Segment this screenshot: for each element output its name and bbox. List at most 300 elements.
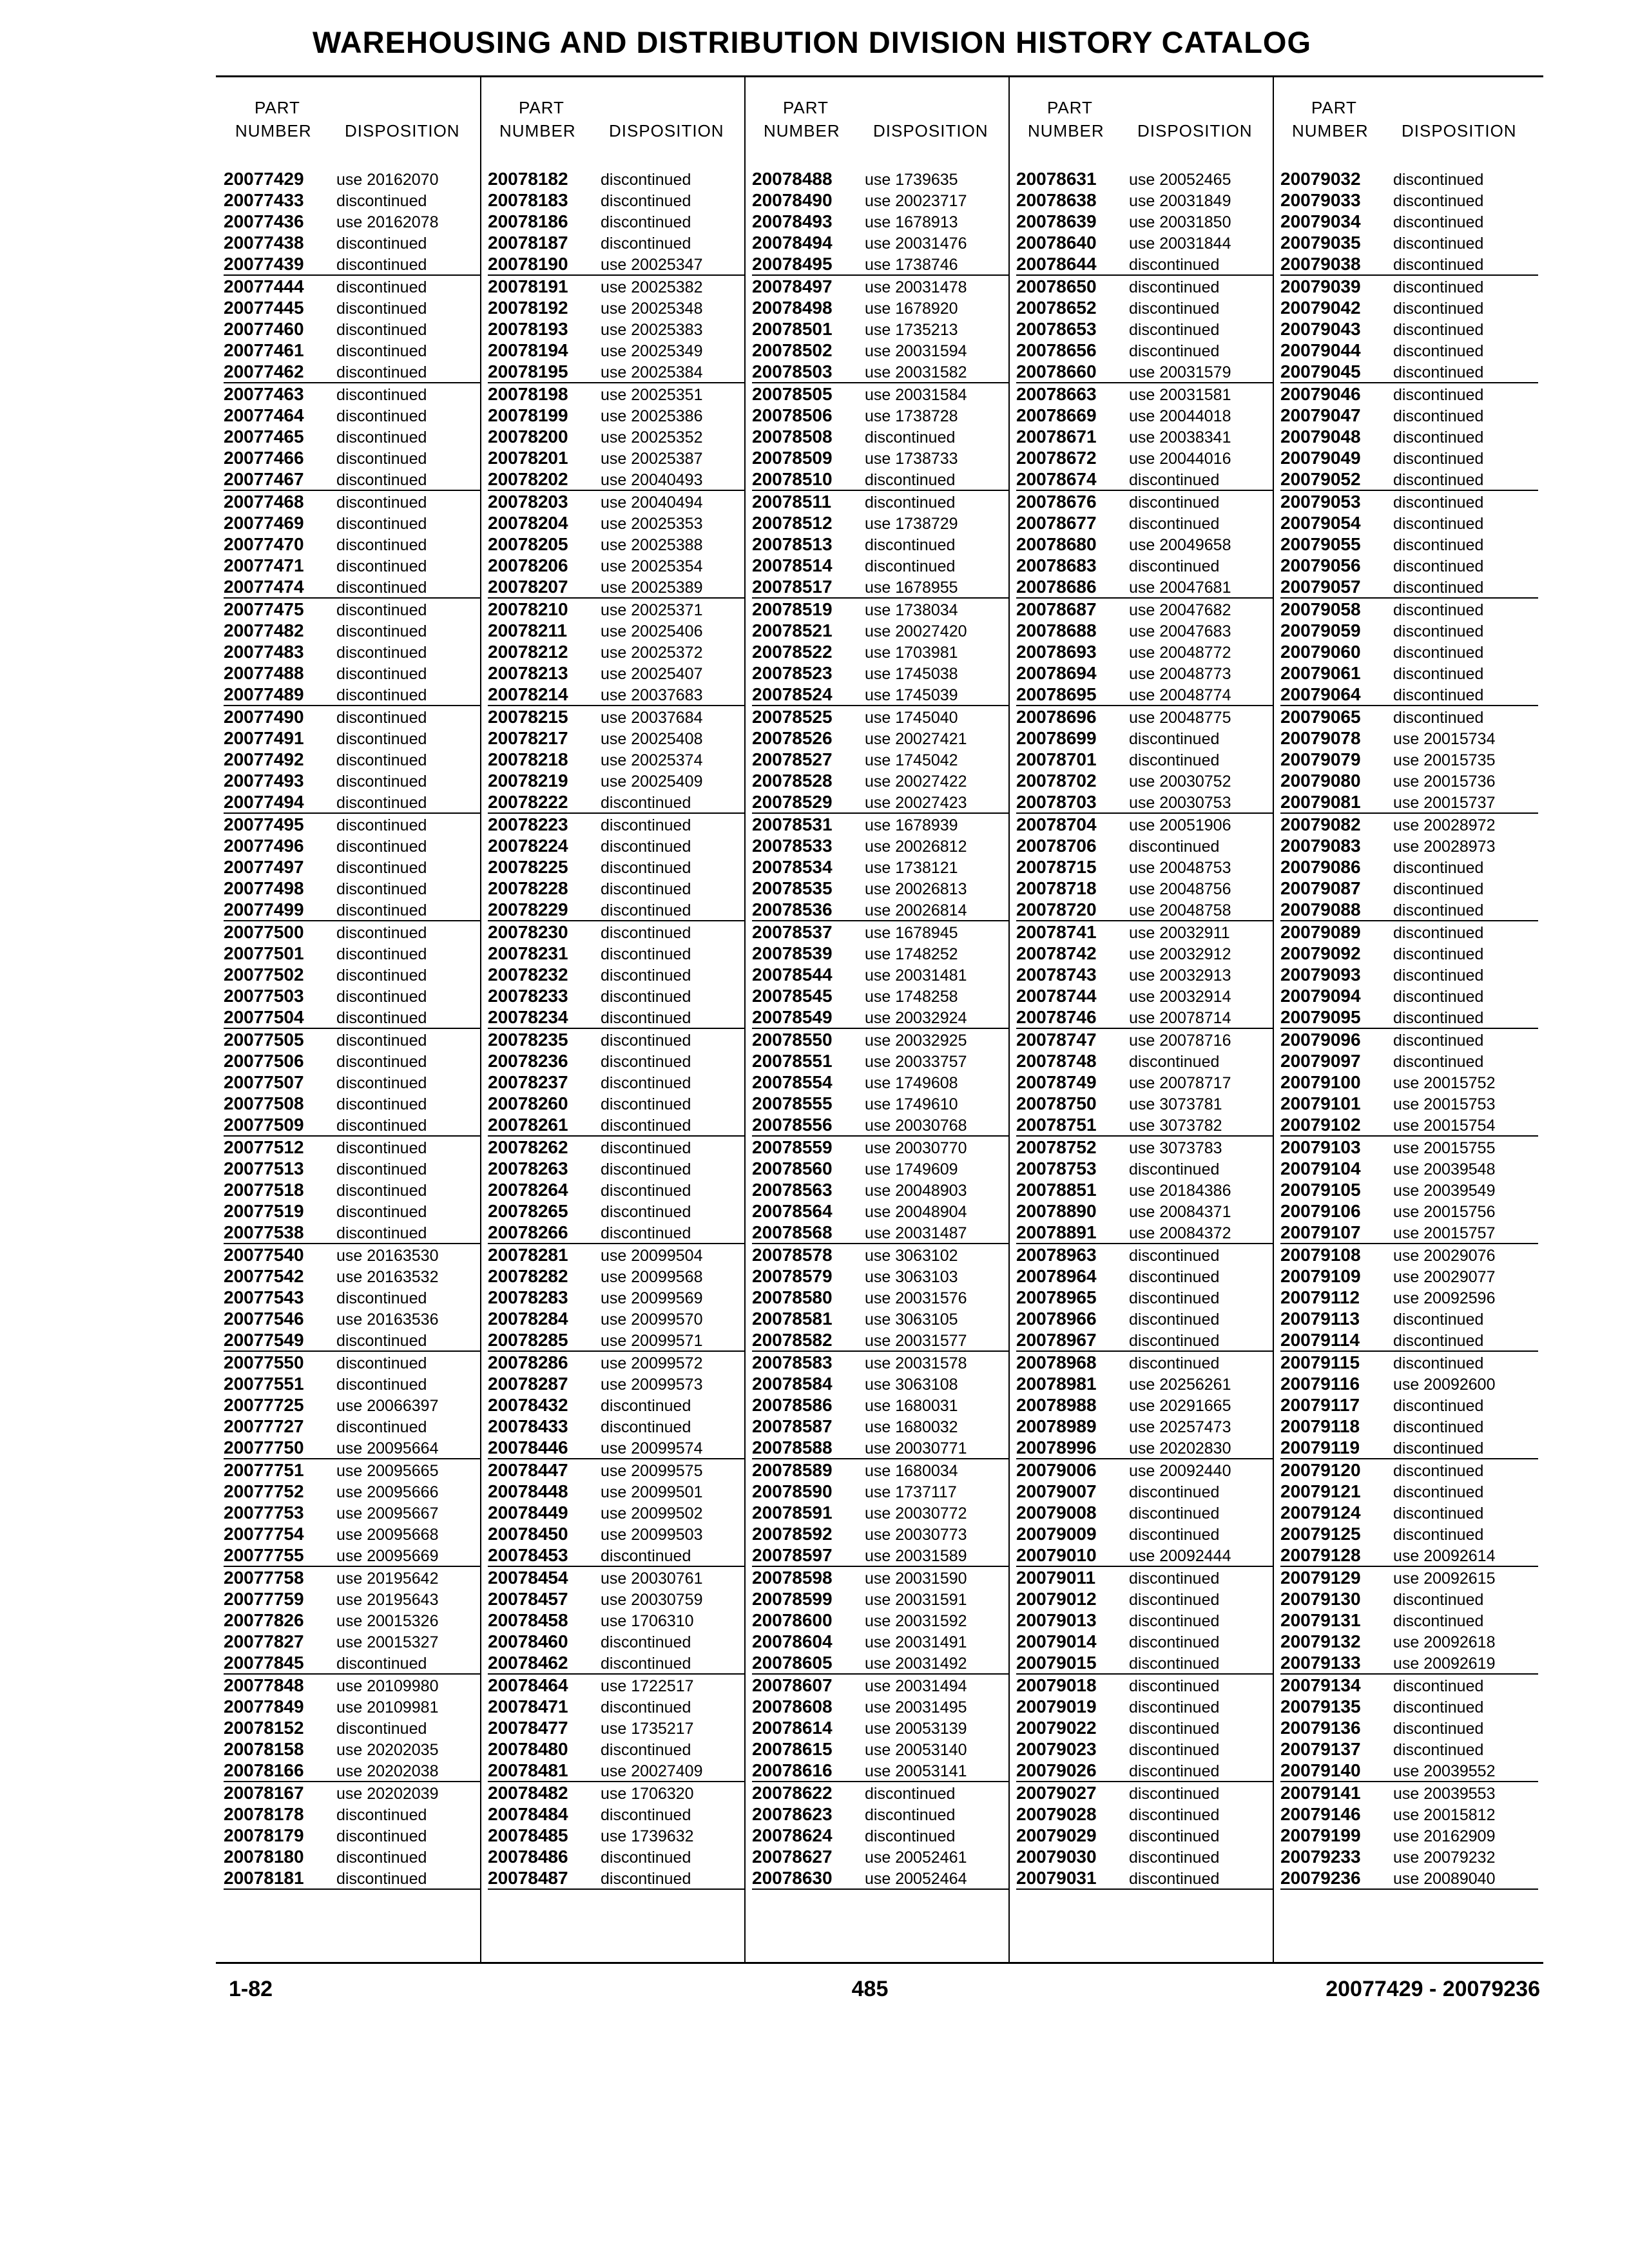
disposition: use 20163532 [336,1268,439,1286]
part-number: 20077488 [224,663,304,683]
disposition: use 20032924 [865,1009,967,1027]
part-number: 20078502 [752,340,833,360]
part-number: 20079013 [1016,1610,1097,1630]
catalog-row [224,1114,481,1137]
catalog-row [1280,1179,1538,1200]
disposition: discontinued [1393,579,1484,597]
part-number: 20078559 [752,1137,833,1157]
catalog-row [488,1481,746,1502]
disposition: use 20039548 [1393,1160,1496,1178]
part-number: 20078204 [488,513,568,533]
part-number: 20078696 [1016,707,1097,727]
catalog-row [224,641,481,662]
catalog-row [1016,1588,1274,1610]
catalog-row [1280,1072,1538,1093]
disposition: use 20028972 [1393,816,1496,834]
catalog-row [224,447,481,468]
catalog-row [1016,1352,1274,1373]
catalog-row [1016,340,1274,361]
disposition: use 1738121 [865,859,958,877]
disposition: discontinued [336,730,427,748]
disposition: use 20257473 [1129,1418,1231,1436]
catalog-row [1016,491,1274,512]
catalog-row [1016,168,1274,189]
part-number: 20078676 [1016,492,1097,512]
part-number: 20078680 [1016,534,1097,554]
part-number: 20078560 [752,1158,833,1178]
catalog-row [488,1437,746,1459]
catalog-row [224,1244,481,1265]
catalog-row [1280,426,1538,447]
catalog-rows [488,168,746,1890]
catalog-row [1280,447,1538,468]
disposition: discontinued [1129,1332,1220,1350]
catalog-row [1016,1265,1274,1287]
disposition: discontinued [865,471,956,489]
part-number: 20078630 [752,1868,833,1888]
catalog-row [1280,1717,1538,1738]
part-number: 20078674 [1016,469,1097,489]
catalog-row [1016,1523,1274,1544]
disposition: discontinued [1393,1397,1484,1415]
disposition: discontinued [601,945,691,963]
disposition: use 20027420 [865,622,967,640]
catalog-row [1280,1846,1538,1867]
catalog-row [752,533,1010,555]
catalog-row [1280,1114,1538,1137]
catalog-row [1016,1006,1274,1029]
part-number: 20079097 [1280,1051,1361,1071]
catalog-row [752,856,1010,878]
catalog-row [1280,1437,1538,1459]
part-number: 20078616 [752,1760,833,1780]
catalog-row [752,1244,1010,1265]
disposition: use 1739635 [865,171,958,189]
disposition: discontinued [1393,471,1484,489]
section-number: 1-82 [229,1977,273,2001]
catalog-row [224,168,481,189]
catalog-row [1016,1481,1274,1502]
part-number: 20077505 [224,1030,304,1050]
part-number: 20079115 [1280,1352,1360,1372]
catalog-row [224,1029,481,1050]
part-number: 20078533 [752,836,833,856]
part-number: 20079030 [1016,1847,1097,1867]
part-number: 20078462 [488,1653,568,1673]
disposition: use 20039553 [1393,1785,1496,1803]
catalog-row [224,1179,481,1200]
part-number: 20078747 [1016,1030,1097,1050]
catalog-row [1280,878,1538,899]
part-number: 20078192 [488,298,568,318]
part-number: 20077433 [224,190,304,210]
disposition: discontinued [1393,1504,1484,1523]
disposition: use 1738746 [865,256,958,274]
catalog-row [1016,576,1274,599]
catalog-row [488,1803,746,1825]
catalog-row [1016,1114,1274,1137]
part-number: 20078890 [1016,1201,1097,1221]
part-number: 20079108 [1280,1245,1361,1265]
part-number: 20077491 [224,728,304,748]
part-number: 20078514 [752,555,833,575]
part-number: 20078481 [488,1760,568,1780]
disposition: discontinued [1129,1741,1220,1759]
part-number: 20078235 [488,1030,568,1050]
catalog-row [488,791,746,814]
disposition: use 1703981 [865,644,958,662]
disposition: discontinued [1393,924,1484,942]
part-number: 20078537 [752,922,833,942]
catalog-row [1016,297,1274,318]
catalog-row [224,921,481,943]
catalog-row [1016,1631,1274,1652]
disposition: discontinued [601,816,691,834]
disposition: use 20256261 [1129,1376,1231,1394]
part-number: 20079006 [1016,1460,1097,1480]
part-number: 20079103 [1280,1137,1361,1157]
part-number: 20078584 [752,1374,833,1394]
disposition: use 20030752 [1129,773,1231,791]
part-number: 20079083 [1280,836,1361,856]
header-part-label: PART [783,98,829,117]
catalog-row [1280,318,1538,340]
catalog-row [752,878,1010,899]
part-number: 20078218 [488,749,568,769]
catalog-row [488,899,746,921]
catalog-row [1280,662,1538,684]
column-header [216,98,477,149]
part-number: 20078686 [1016,577,1097,597]
disposition: use 20047681 [1129,579,1231,597]
part-number: 20077755 [224,1545,304,1565]
part-number: 20078186 [488,211,568,231]
part-number: 20078964 [1016,1266,1097,1286]
disposition: discontinued [1129,1720,1220,1738]
part-number: 20078555 [752,1093,833,1113]
part-number: 20079064 [1280,684,1361,704]
part-number: 20078587 [752,1416,833,1436]
catalog-row [1280,1200,1538,1222]
disposition: use 20025406 [601,622,703,640]
disposition: discontinued [336,342,427,360]
disposition: use 20095665 [336,1462,439,1480]
disposition: use 20015735 [1393,751,1496,769]
part-number: 20079049 [1280,448,1361,468]
catalog-row [1280,1696,1538,1717]
catalog-row [224,1610,481,1631]
disposition: discontinued [1393,536,1484,554]
part-number: 20078656 [1016,340,1097,360]
part-number: 20077495 [224,814,304,834]
disposition: discontinued [336,966,427,985]
disposition: discontinued [1393,321,1484,339]
part-number: 20079137 [1280,1739,1361,1759]
part-number: 20078743 [1016,965,1097,985]
catalog-row [752,1696,1010,1717]
part-number: 20079086 [1280,857,1361,877]
part-number: 20077439 [224,254,304,274]
catalog-row [1280,253,1538,276]
disposition: discontinued [865,557,956,575]
catalog-row [1016,1072,1274,1093]
catalog-row [1280,1481,1538,1502]
catalog-row [488,749,746,770]
catalog-row [1280,770,1538,791]
catalog-row [224,1352,481,1373]
disposition: use 20015757 [1393,1224,1496,1242]
catalog-row [224,1329,481,1352]
catalog-row [1016,1782,1274,1803]
part-number: 20078286 [488,1352,568,1372]
disposition: use 20049658 [1129,536,1231,554]
part-number: 20078582 [752,1330,833,1350]
part-number: 20078704 [1016,814,1097,834]
catalog-row [224,791,481,814]
part-number: 20077482 [224,620,304,640]
catalog-row [224,1050,481,1072]
part-number: 20079130 [1280,1589,1361,1609]
disposition: use 20026814 [865,901,967,919]
disposition: discontinued [1393,1677,1484,1695]
catalog-row [1016,1179,1274,1200]
disposition: discontinued [1393,1741,1484,1759]
part-number: 20078460 [488,1631,568,1651]
part-number: 20078234 [488,1007,568,1027]
catalog-row [1016,1610,1274,1631]
catalog-row [488,814,746,835]
disposition: use 20202830 [1129,1439,1231,1457]
catalog-row [752,791,1010,814]
catalog-column-3 [744,77,1005,1962]
part-number: 20078891 [1016,1222,1097,1242]
disposition: use 1745040 [865,709,958,727]
disposition: discontinued [1129,1612,1220,1630]
catalog-row [488,1158,746,1179]
part-number: 20078703 [1016,792,1097,812]
catalog-row [1280,1373,1538,1394]
part-number: 20078699 [1016,728,1097,748]
catalog-row [1016,1459,1274,1481]
disposition: discontinued [1129,1483,1220,1501]
part-number: 20078522 [752,642,833,662]
disposition: discontinued [601,1741,691,1759]
part-number: 20078578 [752,1245,833,1265]
part-number: 20078180 [224,1847,304,1867]
part-number: 20079101 [1280,1093,1361,1113]
catalog-row [224,1222,481,1244]
catalog-row [488,727,746,749]
part-number: 20077826 [224,1610,304,1630]
disposition: use 20025354 [601,557,703,575]
catalog-row [752,1610,1010,1631]
disposition: discontinued [336,536,427,554]
disposition: use 20048753 [1129,859,1231,877]
catalog-row [488,856,746,878]
part-number: 20078600 [752,1610,833,1630]
disposition: use 20099572 [601,1354,703,1372]
catalog-row [1016,1825,1274,1846]
part-number: 20078534 [752,857,833,877]
disposition: discontinued [1129,494,1220,512]
disposition: discontinued [336,1354,427,1372]
part-number: 20078178 [224,1804,304,1824]
catalog-row [1280,555,1538,576]
catalog-row [1016,1867,1274,1890]
part-number: 20079043 [1280,319,1361,339]
catalog-row [224,1738,481,1760]
disposition: use 20099573 [601,1376,703,1394]
part-number: 20079105 [1280,1180,1361,1200]
catalog-row [752,770,1010,791]
part-number: 20079128 [1280,1545,1361,1565]
disposition: use 20032912 [1129,945,1231,963]
part-number: 20077429 [224,169,304,189]
disposition: use 20092600 [1393,1376,1496,1394]
part-number: 20077461 [224,340,304,360]
disposition: discontinued [1393,1354,1484,1372]
catalog-row [1280,899,1538,921]
disposition: discontinued [336,386,427,404]
catalog-column-5 [1273,77,1534,1962]
catalog-row [1280,189,1538,211]
part-number: 20078158 [224,1739,304,1759]
part-number: 20077497 [224,857,304,877]
catalog-row [1280,533,1538,555]
disposition: use 20015753 [1393,1095,1496,1113]
disposition: discontinued [1393,1483,1484,1501]
part-number: 20079060 [1280,642,1361,662]
part-number: 20078622 [752,1783,833,1803]
part-number: 20078752 [1016,1137,1097,1157]
disposition: use 20066397 [336,1397,439,1415]
part-number: 20079058 [1280,599,1361,619]
part-number: 20078583 [752,1352,833,1372]
catalog-row [488,1846,746,1867]
catalog-row [224,599,481,620]
disposition: use 20030753 [1129,794,1231,812]
disposition: use 20195642 [336,1570,439,1588]
catalog-row [224,1416,481,1437]
part-number: 20078683 [1016,555,1097,575]
disposition: discontinued [336,1655,427,1673]
disposition: use 20044016 [1129,450,1231,468]
disposition: use 20084371 [1129,1203,1231,1221]
disposition: discontinued [1393,300,1484,318]
catalog-row [224,276,481,297]
disposition: discontinued [1393,1418,1484,1436]
part-number: 20079038 [1280,254,1361,274]
catalog-row [1016,835,1274,856]
part-number: 20078749 [1016,1072,1097,1092]
catalog-row [752,447,1010,468]
part-number: 20077490 [224,707,304,727]
disposition: discontinued [1129,1762,1220,1780]
disposition: discontinued [1129,1504,1220,1523]
part-number: 20078694 [1016,663,1097,683]
part-number: 20079035 [1280,233,1361,253]
part-number: 20078166 [224,1760,304,1780]
disposition: use 20031850 [1129,213,1231,231]
part-number: 20077462 [224,361,304,381]
catalog-row [752,468,1010,491]
part-number: 20077543 [224,1287,304,1307]
catalog-row [752,1867,1010,1890]
disposition: discontinued [1393,1009,1484,1027]
disposition: use 1678939 [865,816,958,834]
part-number: 20079014 [1016,1631,1097,1651]
part-number: 20077506 [224,1051,304,1071]
disposition: discontinued [1393,1311,1484,1329]
disposition: use 20025353 [601,515,703,533]
part-number: 20078458 [488,1610,568,1630]
catalog-row [1016,599,1274,620]
catalog-row [488,1696,746,1717]
part-number: 20078702 [1016,771,1097,791]
disposition: discontinued [336,1032,427,1050]
catalog-row [752,1222,1010,1244]
disposition: discontinued [336,1806,427,1824]
catalog-row [224,1072,481,1093]
catalog-row [488,1222,746,1244]
catalog-row [224,405,481,426]
disposition: use 20023717 [865,192,967,210]
disposition: discontinued [336,880,427,898]
catalog-row [752,1050,1010,1072]
part-number: 20079039 [1280,276,1361,296]
part-number: 20079048 [1280,427,1361,447]
catalog-row [224,1696,481,1717]
part-number: 20078589 [752,1460,833,1480]
part-number: 20079236 [1280,1868,1361,1888]
disposition: use 20092444 [1129,1547,1231,1565]
disposition: use 20029076 [1393,1247,1496,1265]
disposition: discontinued [1393,709,1484,727]
part-number: 20078190 [488,254,568,274]
part-number: 20078599 [752,1589,833,1609]
catalog-row [224,533,481,555]
disposition: use 1738733 [865,450,958,468]
catalog-row [488,964,746,985]
disposition: discontinued [601,859,691,877]
part-number: 20079018 [1016,1675,1097,1695]
disposition: discontinued [336,1332,427,1350]
catalog-row [224,899,481,921]
part-number: 20079052 [1280,469,1361,489]
column-header [1273,98,1534,149]
part-number: 20077752 [224,1481,304,1501]
header-number-label: NUMBER [764,121,840,140]
part-number: 20079119 [1280,1437,1360,1457]
catalog-row [1016,253,1274,276]
catalog-row [1016,899,1274,921]
disposition: use 20163536 [336,1311,439,1329]
disposition: use 20163530 [336,1247,439,1265]
part-number: 20078191 [488,276,568,296]
disposition: use 20031844 [1129,235,1231,253]
part-number: 20077540 [224,1245,304,1265]
catalog-row [224,1459,481,1481]
part-number: 20078495 [752,254,833,274]
disposition: discontinued [601,1117,691,1135]
catalog-row [1016,985,1274,1006]
disposition: use 20202038 [336,1762,439,1780]
part-number: 20079034 [1280,211,1361,231]
disposition: use 1678945 [865,924,958,942]
catalog-row [224,189,481,211]
catalog-row [1016,964,1274,985]
disposition: use 20030768 [865,1117,967,1135]
